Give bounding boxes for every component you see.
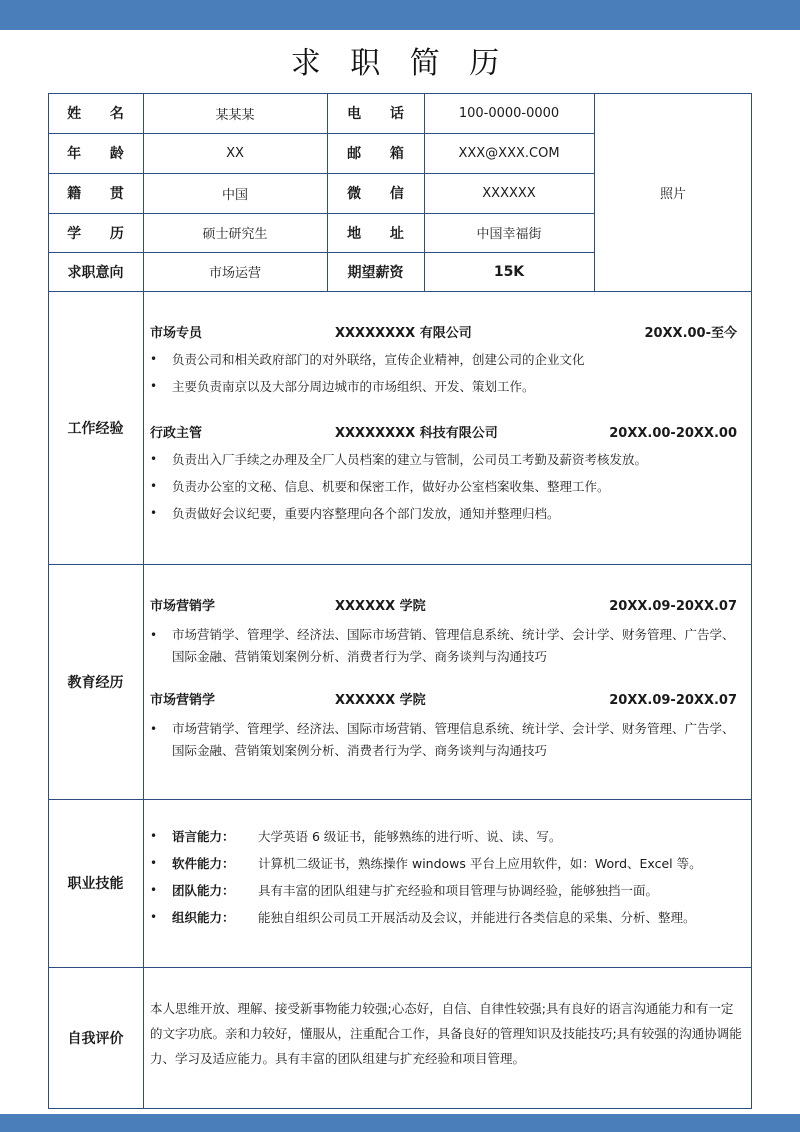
skills-section-label: 职业技能 <box>67 876 124 892</box>
skill-key: 语言能力： <box>172 829 235 844</box>
edu-entry-1-list <box>150 624 745 668</box>
self-eval-section-label: 自我评价 <box>67 1031 124 1047</box>
list-item: • 负责出入厂手续之办理及全厂人员档案的建立与管制，公司员工考勤及薪资考核发放。 <box>150 451 745 468</box>
list-item: • 负责公司和相关政府部门的对外联络，宣传企业精神，创建公司的企业文化 <box>150 351 745 368</box>
label-degree: 学 历 <box>67 225 136 242</box>
skill-key: 软件能力： <box>172 856 235 871</box>
edu-entry-1-date: 20XX.09-20XX.07 <box>609 599 737 614</box>
value-salary: 15K <box>493 263 525 280</box>
education-section-label: 教育经历 <box>67 674 124 691</box>
skills-list <box>150 828 745 926</box>
work-entry-2-list <box>150 451 745 522</box>
work-section <box>150 325 745 522</box>
skill-value: 大学英语 6 级证书，能够熟练的进行听、说、读、写。 <box>258 829 562 844</box>
list-item: • 负责办公室的文秘、信息、机要和保密工作，做好办公室档案收集、整理工作。 <box>150 478 745 495</box>
skill-value: 能独自组织公司员工开展活动及会议，并能进行各类信息的采集、分析、整理。 <box>258 910 696 925</box>
self-eval-text: 本人思维开放、理解、接受新事物能力较强;心态好，自信、自律性较强;具有良好的语言沟通能力和有一定的文字功底。亲和力较好，懂服从，注重配合工作，具备良好的管理知识及技能技巧;具有较强的沟通协调能力、学习及适应能力。具有丰富的团队组建与扩充经验和项目管理。 <box>150 1001 742 1066</box>
value-address: 中国幸福街 <box>476 227 542 242</box>
value-phone: 100-0000-0000 <box>458 105 560 121</box>
list-item: • 市场营销学、管理学、经济法、国际市场营销、管理信息系统、统计学、会计学、财务管理、广告学、国际金融、营销策划案例分析、消费者行为学、商务谈判与沟通技巧 <box>150 718 745 762</box>
edu-entry-1-head <box>150 598 745 618</box>
list-item <box>150 882 745 899</box>
edu-entry-1-school: XXXXXX 学院 <box>335 599 426 614</box>
value-degree: 硕士研究生 <box>202 227 268 242</box>
edu-entry-2-major: 市场营销学 <box>150 693 216 708</box>
work-section-label: 工作经验 <box>67 420 124 437</box>
label-wechat: 微 信 <box>347 186 416 202</box>
label-name: 姓 名 <box>67 106 136 122</box>
work-entry-1-date: 20XX.00-至今 <box>644 326 737 341</box>
skill-key: 组织能力： <box>172 910 235 925</box>
skill-value: 计算机二级证书，熟练操作 windows 平台上应用软件，如：Word、Excel 等。 <box>258 856 702 871</box>
edu-entry-2-head <box>150 692 745 712</box>
skill-key: 团队能力： <box>172 883 235 898</box>
skill-value: 具有丰富的团队组建与扩充经验和项目管理与协调经验，能够独挡一面。 <box>258 883 659 898</box>
divider <box>48 799 752 800</box>
divider <box>48 564 752 565</box>
edu-entry-1-major: 市场营销学 <box>150 599 216 614</box>
label-email: 邮 箱 <box>347 146 416 162</box>
list-item <box>150 909 745 926</box>
value-email: XXX@XXX.COM <box>458 145 560 161</box>
work-entry-1-head <box>150 325 745 345</box>
education-section <box>150 598 745 762</box>
list-item: • 市场营销学、管理学、经济法、国际市场营销、管理信息系统、统计学、会计学、财务管理、广告学、国际金融、营销策划案例分析、消费者行为学、商务谈判与沟通技巧 <box>150 624 745 668</box>
value-objective: 市场运营 <box>208 266 261 281</box>
work-entry-1-role: 市场专员 <box>150 326 203 341</box>
skills-section <box>150 828 745 926</box>
work-entry-2-org: XXXXXXXX 科技有限公司 <box>335 426 498 441</box>
work-entry-1-org: XXXXXXXX 有限公司 <box>335 326 472 341</box>
top-accent-bar <box>0 0 800 30</box>
value-hometown: 中国 <box>221 187 248 203</box>
edu-entry-2-list <box>150 718 745 762</box>
work-entry-2-date: 20XX.00-20XX.00 <box>609 426 737 441</box>
label-address: 地 址 <box>347 225 416 242</box>
label-hometown: 籍 贯 <box>67 186 136 202</box>
list-item: • 负责做好会议纪要，重要内容整理向各个部门发放，通知并整理归档。 <box>150 505 745 522</box>
work-entry-2-role: 行政主管 <box>150 426 203 441</box>
list-item: • 主要负责南京以及大部分周边城市的市场组织、开发、策划工作。 <box>150 378 745 395</box>
value-wechat: XXXXXX <box>482 185 536 201</box>
page-title: 求 职 简 历 <box>290 46 510 81</box>
edu-entry-2-school: XXXXXX 学院 <box>335 693 426 708</box>
edu-entry-2-date: 20XX.09-20XX.07 <box>609 693 737 708</box>
label-salary: 期望薪资 <box>347 264 404 281</box>
list-item <box>150 828 745 845</box>
work-entry-2-head <box>150 425 745 445</box>
bottom-accent-bar <box>0 1114 800 1132</box>
value-age: XX <box>226 145 244 161</box>
work-entry-1-list <box>150 351 745 395</box>
value-name: 某某某 <box>215 107 255 123</box>
label-phone: 电 话 <box>347 106 416 122</box>
divider <box>48 291 752 292</box>
list-item <box>150 855 745 872</box>
label-age: 年 龄 <box>67 146 136 162</box>
label-objective: 求职意向 <box>67 264 124 281</box>
divider <box>48 967 752 968</box>
photo-placeholder: 照片 <box>659 186 686 202</box>
